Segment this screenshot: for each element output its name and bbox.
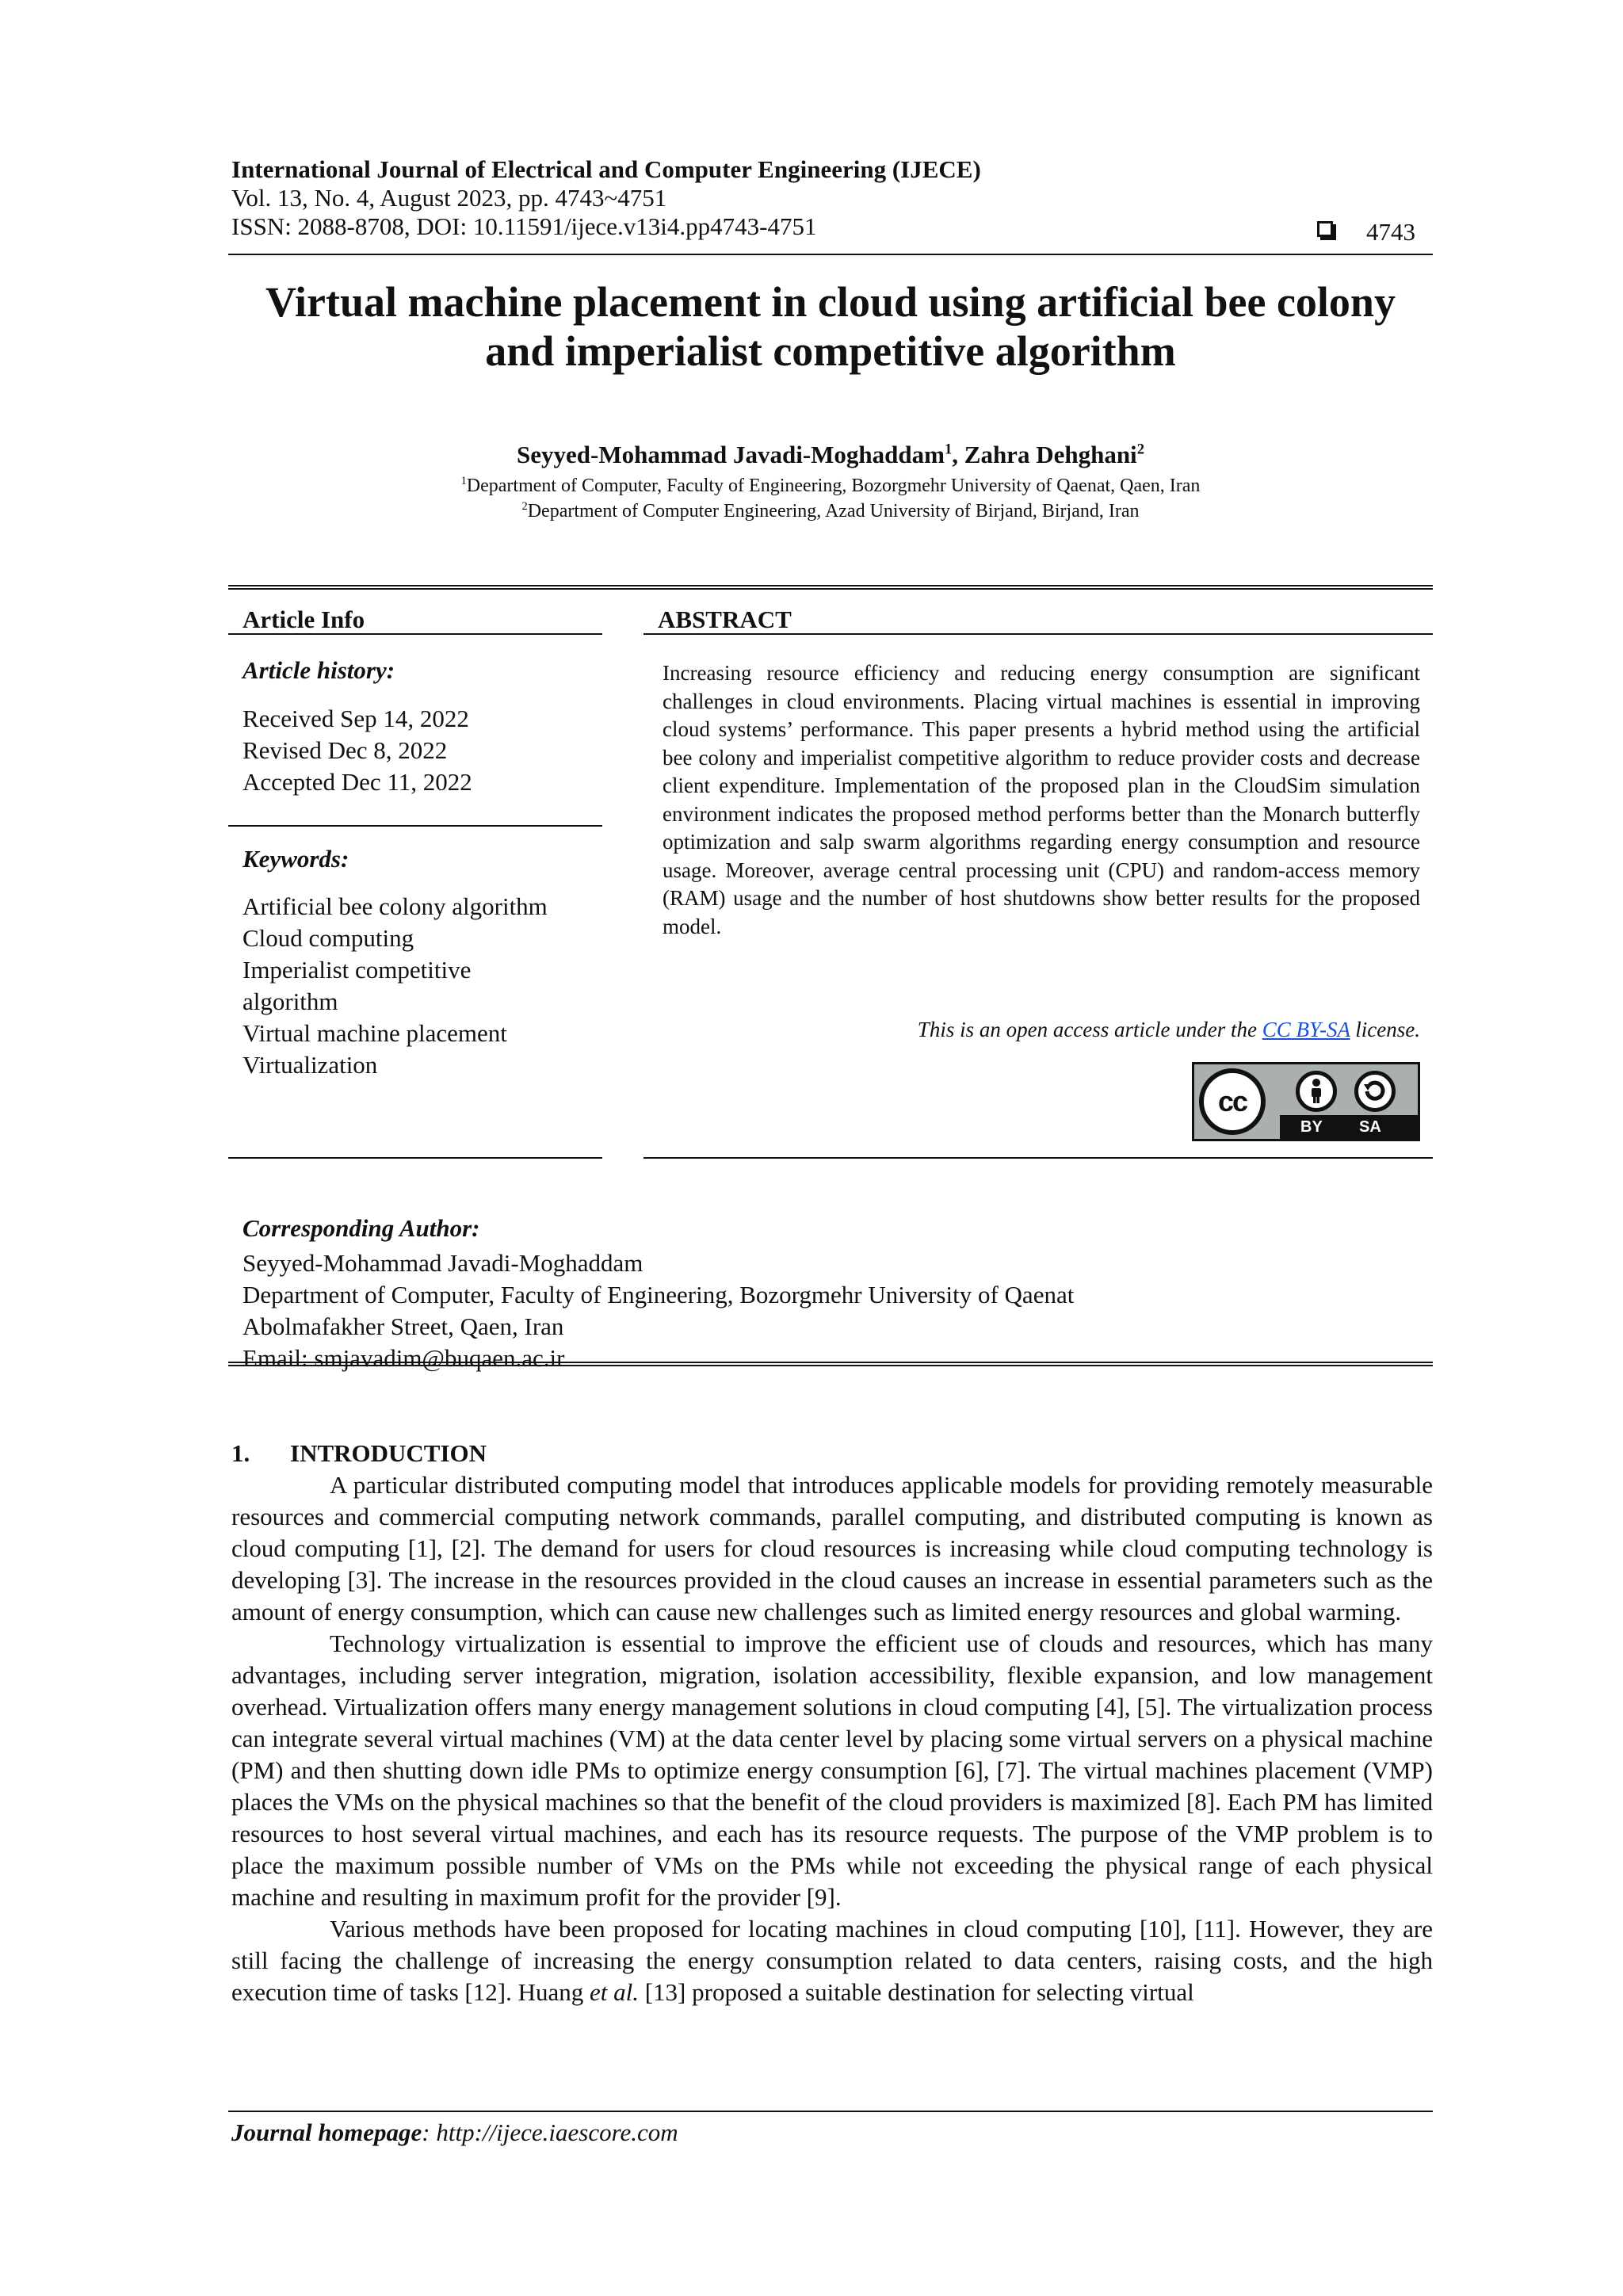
article-history-list xyxy=(242,703,472,798)
corresponding-author-heading: Corresponding Author: xyxy=(242,1214,480,1242)
keyword-item: Virtualization xyxy=(242,1051,378,1079)
keyword-item: Imperialist competitive xyxy=(242,956,472,984)
author-list xyxy=(228,441,1433,469)
affiliation-line xyxy=(228,473,1433,499)
corresponding-author-email: Email: smjavadim@buqaen.ac.ir xyxy=(242,1344,565,1372)
cc-by-sa-badge[interactable] xyxy=(1192,1062,1420,1141)
footer-divider xyxy=(228,2111,1433,2112)
corresponding-author-department: Department of Computer, Faculty of Engineering, Bozorgmehr University of Qaenat xyxy=(242,1281,1075,1308)
introduction-body xyxy=(231,1469,1433,2008)
author-affiliation-mark: 1 xyxy=(944,441,953,458)
article-info-heading: Article Info xyxy=(242,606,365,633)
keywords-bottom-rule xyxy=(228,1157,602,1159)
license-prefix: This is an open access article under the xyxy=(917,1018,1262,1041)
keywords-heading: Keywords: xyxy=(242,845,349,873)
page-number: 4743 xyxy=(1366,218,1415,246)
affiliation-text: Department of Computer, Faculty of Engineering, Bozorgmehr University of Qaenat, Qaen, Iran xyxy=(466,476,1201,496)
article-history-heading: Article history: xyxy=(242,656,395,684)
paragraph-text: [13] proposed a suitable destination for selecting virtual xyxy=(638,1978,1194,2006)
paragraph-italic: et al. xyxy=(589,1978,639,2006)
paper-title xyxy=(228,277,1433,376)
accepted-date: Accepted Dec 11, 2022 xyxy=(242,768,472,796)
affiliation-text: Department of Computer Engineering, Azad University of Birjand, Birjand, Iran xyxy=(527,501,1140,521)
footer-url[interactable]: : http://ijece.iaescore.com xyxy=(422,2118,678,2146)
journal-name: International Journal of Electrical and Computer Engineering (IJECE) xyxy=(231,155,981,183)
corresponding-author-address: Abolmafakher Street, Qaen, Iran xyxy=(242,1312,564,1340)
revised-date: Revised Dec 8, 2022 xyxy=(242,736,448,764)
title-line-2: and imperialist competitive algorithm xyxy=(485,327,1176,375)
author-name: Zahra Dehghani xyxy=(964,441,1137,468)
affiliation-line xyxy=(228,499,1433,524)
section-number: 1. xyxy=(231,1439,250,1467)
license-statement xyxy=(663,1016,1420,1043)
journal-header xyxy=(231,155,981,241)
abstract-heading: ABSTRACT xyxy=(658,606,792,633)
affiliation-mark: 2 xyxy=(521,500,528,513)
corresponding-author-details xyxy=(242,1247,1074,1374)
paragraph: A particular distributed computing model that introduces applicable models for providing remotely measurable resources and commercial computing network commands, parallel computing, and distributed computing is known as cloud computing [1], [2]. The demand for users for cloud resources is increasing while cloud computing technology is developing [3]. The increase in the resources provided in the cloud causes an increase in essential parameters such as the amount of energy consumption, which can cause new challenges such as limited energy resources and global warming. xyxy=(231,1471,1433,1626)
affiliation-mark: 1 xyxy=(460,475,467,487)
info-box-top-rule xyxy=(228,585,1433,590)
paragraph: Technology virtualization is essential to improve the efficient use of clouds and resources, which has many advantages, including server integration, migration, isolation accessibility, flexible expansion, and low management overhead. Virtualization offers many energy management solutions in cloud computing [4], [5]. The virtualization process can integrate several virtual machines (VM) at the data center level by placing some virtual servers on a physical machine (PM) and then shutting down idle PMs to optimize energy consumption [6], [7]. The virtual machines placement (VMP) places the VMs on the physical machines so that the benefit of the cloud providers is maximized [8]. Each PM has limited resources to host several virtual machines, and each has its resource requests. The purpose of the VMP problem is to place the maximum possible number of VMs on the PMs while not exceeding the physical range of each physical machine and resulting in maximum profit for the provider [9]. xyxy=(231,1629,1433,1911)
header-divider xyxy=(228,254,1433,255)
keyword-item: Artificial bee colony algorithm xyxy=(242,892,548,920)
title-line-1: Virtual machine placement in cloud using artificial bee colony xyxy=(265,278,1396,326)
checkbox-square-icon xyxy=(1317,221,1333,237)
paragraph xyxy=(231,1913,1433,2008)
corresponding-author-name: Seyyed-Mohammad Javadi-Moghaddam xyxy=(242,1249,643,1277)
affiliations xyxy=(228,473,1433,524)
badge-sa-label: SA xyxy=(1359,1118,1381,1136)
badge-by-label: BY xyxy=(1300,1118,1323,1136)
footer-label: Journal homepage xyxy=(231,2118,422,2146)
license-link[interactable]: CC BY-SA xyxy=(1262,1018,1350,1041)
cc-logo-icon: cc xyxy=(1199,1068,1266,1135)
abstract-bottom-rule xyxy=(643,1157,1433,1159)
person-icon xyxy=(1296,1071,1337,1112)
paragraph-text: Various methods have been proposed for locating machines in cloud computing [10], [11]. However, they are still facing the challenge of increasing the energy consumption related to data centers, raising costs, and the high execution time of tasks [12]. Huang xyxy=(231,1915,1433,2006)
share-alike-icon xyxy=(1354,1071,1396,1112)
section-title: INTRODUCTION xyxy=(290,1439,487,1467)
history-divider xyxy=(228,825,602,827)
received-date: Received Sep 14, 2022 xyxy=(242,705,469,732)
keyword-item: Cloud computing xyxy=(242,924,414,952)
keyword-item: Virtual machine placement xyxy=(242,1019,507,1047)
license-suffix: license. xyxy=(1350,1018,1420,1041)
journal-footer xyxy=(231,2118,678,2147)
keywords-list xyxy=(242,891,548,1081)
author-affiliation-mark: 2 xyxy=(1136,441,1144,458)
author-separator: , xyxy=(952,441,964,468)
abstract-text: Increasing resource efficiency and reducing energy consumption are significant challenges in cloud environments. Placing virtual machines is essential in improving cloud systems’ performance. This paper presents a hybrid method using the artificial bee colony and imperialist competitive algorithm to reduce provider costs and decrease client expenditure. Implementation of the proposed plan in the CloudSim simulation environment indicates the proposed method performs better than the Monarch butterfly optimization and salp swarm algorithms regarding energy consumption and resource usage. Moreover, average central processing unit (CPU) and random-access memory (RAM) usage and the number of host shutdowns show better results for the proposed model. xyxy=(663,661,1420,938)
journal-issn: ISSN: 2088-8708, DOI: 10.11591/ijece.v13i4.pp4743-4751 xyxy=(231,212,817,240)
keyword-item: algorithm xyxy=(242,988,338,1015)
author-name: Seyyed-Mohammad Javadi-Moghaddam xyxy=(517,441,945,468)
section-heading xyxy=(231,1438,487,1469)
journal-volume: Vol. 13, No. 4, August 2023, pp. 4743~4751 xyxy=(231,184,667,212)
